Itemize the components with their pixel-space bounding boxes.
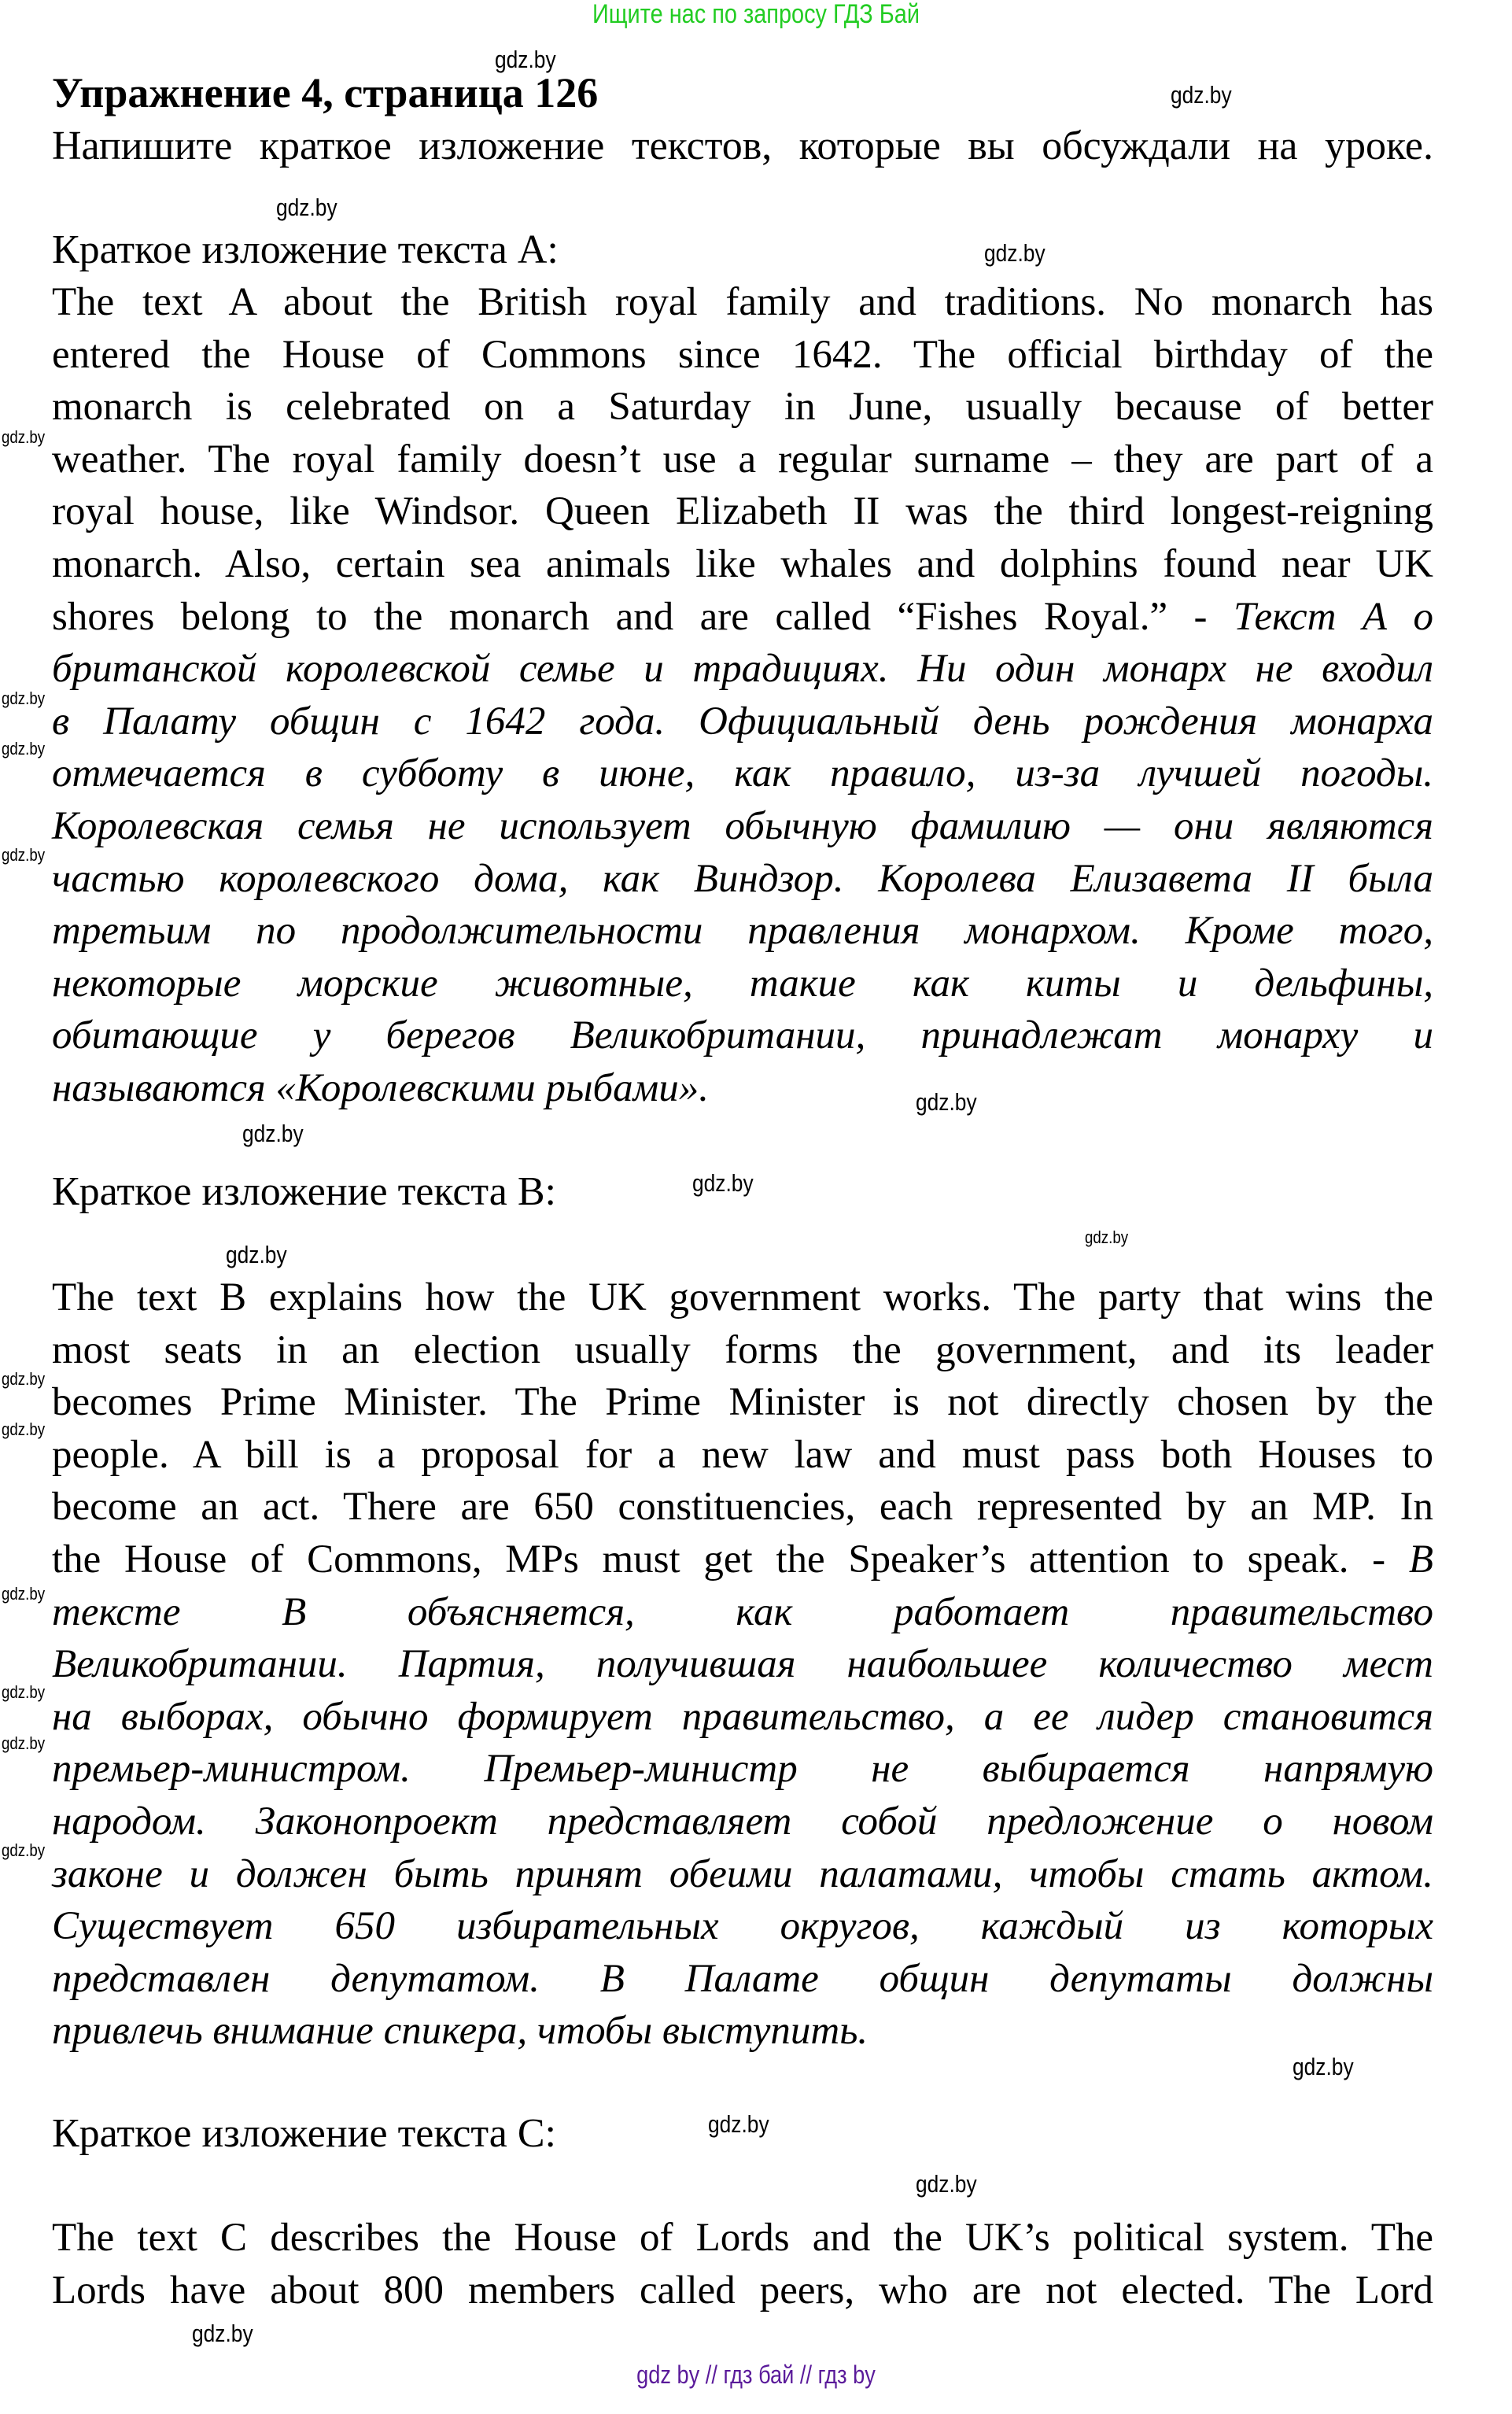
english-text: The text C describes the House of Lords and the UK’s political system. The — [52, 2216, 1433, 2260]
watermark: gdz.by — [495, 46, 556, 73]
text-line — [52, 1534, 1433, 1586]
text-line — [52, 381, 1433, 434]
watermark: gdz.by — [192, 2320, 253, 2347]
english-text: becomes Prime Minister. The Prime Minister is not directly chosen by the — [52, 1380, 1433, 1425]
russian-translation: Текст А о — [1233, 594, 1433, 639]
text-line — [52, 643, 1433, 696]
watermark: gdz.by — [2, 1840, 46, 1860]
english-text: Lords have about 800 members called peers, who are not elected. The Lord — [52, 2268, 1433, 2312]
text-line — [52, 1796, 1433, 1848]
text-line — [52, 800, 1433, 853]
text-line — [52, 329, 1433, 382]
watermark: gdz.by — [276, 194, 337, 221]
english-text: royal house, like Windsor. Queen Elizabeth II was the third longest-reigning — [52, 489, 1433, 534]
english-text: monarch is celebrated on a Saturday in June, usually because of better — [52, 385, 1433, 430]
watermark: gdz.by — [1171, 81, 1232, 109]
watermark: gdz.by — [2, 1369, 46, 1389]
watermark: gdz.by — [708, 2110, 769, 2138]
russian-translation: на выборах, обычно формирует правительство, а ее лидер становится — [52, 1694, 1433, 1739]
watermark: gdz.by — [2, 427, 46, 447]
text-line — [52, 2265, 1433, 2317]
text-line — [52, 2005, 1433, 2058]
russian-translation: Существует 650 избирательных округов, каждый из которых — [52, 1904, 1433, 1949]
text-line — [52, 1691, 1433, 1744]
english-text: shores belong to the monarch and are called “Fishes Royal.” - — [52, 594, 1234, 639]
english-text: people. A bill is a proposal for a new law and must pass both Houses to — [52, 1432, 1433, 1477]
watermark: gdz.by — [242, 1120, 304, 1147]
text-line — [52, 591, 1433, 644]
english-text: the House of Commons, MPs must get the Speaker’s attention to speak. - — [52, 1537, 1409, 1582]
watermark: gdz.by — [692, 1169, 754, 1197]
section-a-label: Краткое изложение текста A: — [52, 227, 559, 272]
russian-translation: Великобритании. Партия, получившая наибольшее количество мест — [52, 1642, 1433, 1687]
russian-translation: премьер-министром. Премьер-министр не выбирается напрямую — [52, 1747, 1433, 1792]
text-line — [52, 485, 1433, 538]
english-text: The text A about the British royal family and traditions. No monarch has — [52, 280, 1433, 324]
english-text: most seats in an election usually forms the government, and its leader — [52, 1327, 1433, 1372]
russian-translation: отмечается в субботу в июне, как правило, из-за лучшей погоды. — [52, 751, 1433, 796]
section-c-text — [52, 2212, 1433, 2316]
text-line — [52, 538, 1433, 591]
section-c-label: Краткое изложение текста C: — [52, 2111, 556, 2156]
watermark: gdz.by — [2, 1682, 46, 1702]
text-line — [52, 696, 1433, 748]
watermark: gdz.by — [2, 739, 46, 759]
russian-translation: народом. Законопроект представляет собой предложение о новом — [52, 1799, 1433, 1844]
russian-translation: третьим по продолжительности правления монархом. Кроме того, — [52, 909, 1433, 954]
text-line — [52, 853, 1433, 906]
text-line — [52, 905, 1433, 958]
text-line — [52, 1062, 1433, 1115]
text-line — [52, 1638, 1433, 1691]
text-line — [52, 1481, 1433, 1534]
watermark: gdz.by — [2, 1733, 46, 1753]
page-title: Упражнение 4, страница 126 — [52, 69, 599, 116]
watermark: gdz.by — [1085, 1227, 1129, 1247]
text-line — [52, 1429, 1433, 1482]
russian-translation: частью королевского дома, как Виндзор. Королева Елизавета II была — [52, 856, 1433, 901]
watermark: gdz.by — [2, 688, 46, 708]
text-line — [52, 958, 1433, 1010]
english-text: monarch. Also, certain sea animals like whales and dolphins found near UK — [52, 541, 1433, 586]
russian-translation: законе и должен быть принят обеими палатами, чтобы стать актом. — [52, 1851, 1433, 1896]
watermark: gdz.by — [1293, 2053, 1354, 2080]
text-line — [52, 1743, 1433, 1796]
text-line — [52, 747, 1433, 800]
section-b-label: Краткое изложение текста B: — [52, 1169, 556, 1214]
english-text: The text B explains how the UK government works. The party that wins the — [52, 1275, 1433, 1320]
text-line — [52, 276, 1433, 329]
russian-translation: привлечь внимание спикера, чтобы выступить. — [52, 2009, 868, 2054]
english-text: become an act. There are 650 constituencies, each represented by an MP. In — [52, 1485, 1433, 1530]
footer-links[interactable]: gdz by // гдз бай // гдз by — [636, 2360, 876, 2389]
english-text: weather. The royal family doesn’t use a regular surname – they are part of a — [52, 437, 1433, 482]
russian-translation: некоторые морские животные, такие как киты и дельфины, — [52, 961, 1433, 1006]
text-line — [52, 1848, 1433, 1901]
watermark: gdz.by — [2, 845, 46, 865]
russian-translation: представлен депутатом. В Палате общин депутаты должны — [52, 1956, 1433, 2001]
russian-translation: В — [1408, 1537, 1433, 1582]
russian-translation: обитающие у берегов Великобритании, принадлежат монарху и — [52, 1013, 1433, 1058]
watermark: gdz.by — [2, 1584, 46, 1604]
russian-translation: Королевская семья не использует обычную фамилию — они являются — [52, 803, 1433, 848]
watermark: gdz.by — [2, 1419, 46, 1439]
watermark: gdz.by — [916, 1088, 977, 1116]
text-line — [52, 1272, 1433, 1324]
section-a-text — [52, 276, 1433, 1115]
text-line — [52, 1324, 1433, 1377]
english-text: entered the House of Commons since 1642. The official birthday of the — [52, 332, 1433, 377]
text-line — [52, 1953, 1433, 2006]
text-line — [52, 1900, 1433, 1953]
watermark: gdz.by — [984, 239, 1045, 267]
exercise-instruction: Напишите краткое изложение текстов, которые вы обсуждали на уроке. — [52, 124, 1433, 168]
text-line — [52, 2212, 1433, 2265]
watermark: gdz.by — [916, 2170, 977, 2198]
russian-translation: британской королевской семье и традициях. Ни один монарх не входил — [52, 647, 1433, 692]
russian-translation: называются «Королевскими рыбами». — [52, 1065, 709, 1110]
text-line — [52, 1376, 1433, 1429]
russian-translation: в Палату общин с 1642 года. Официальный день рождения монарха — [52, 699, 1433, 744]
text-line — [52, 1010, 1433, 1062]
text-line — [52, 434, 1433, 486]
russian-translation: тексте В объясняется, как работает правительство — [52, 1589, 1433, 1634]
section-b-text — [52, 1272, 1433, 2058]
search-banner[interactable]: Ищите нас по запросу ГДЗ Бай — [592, 0, 920, 29]
watermark: gdz.by — [226, 1241, 287, 1268]
text-line — [52, 1586, 1433, 1639]
